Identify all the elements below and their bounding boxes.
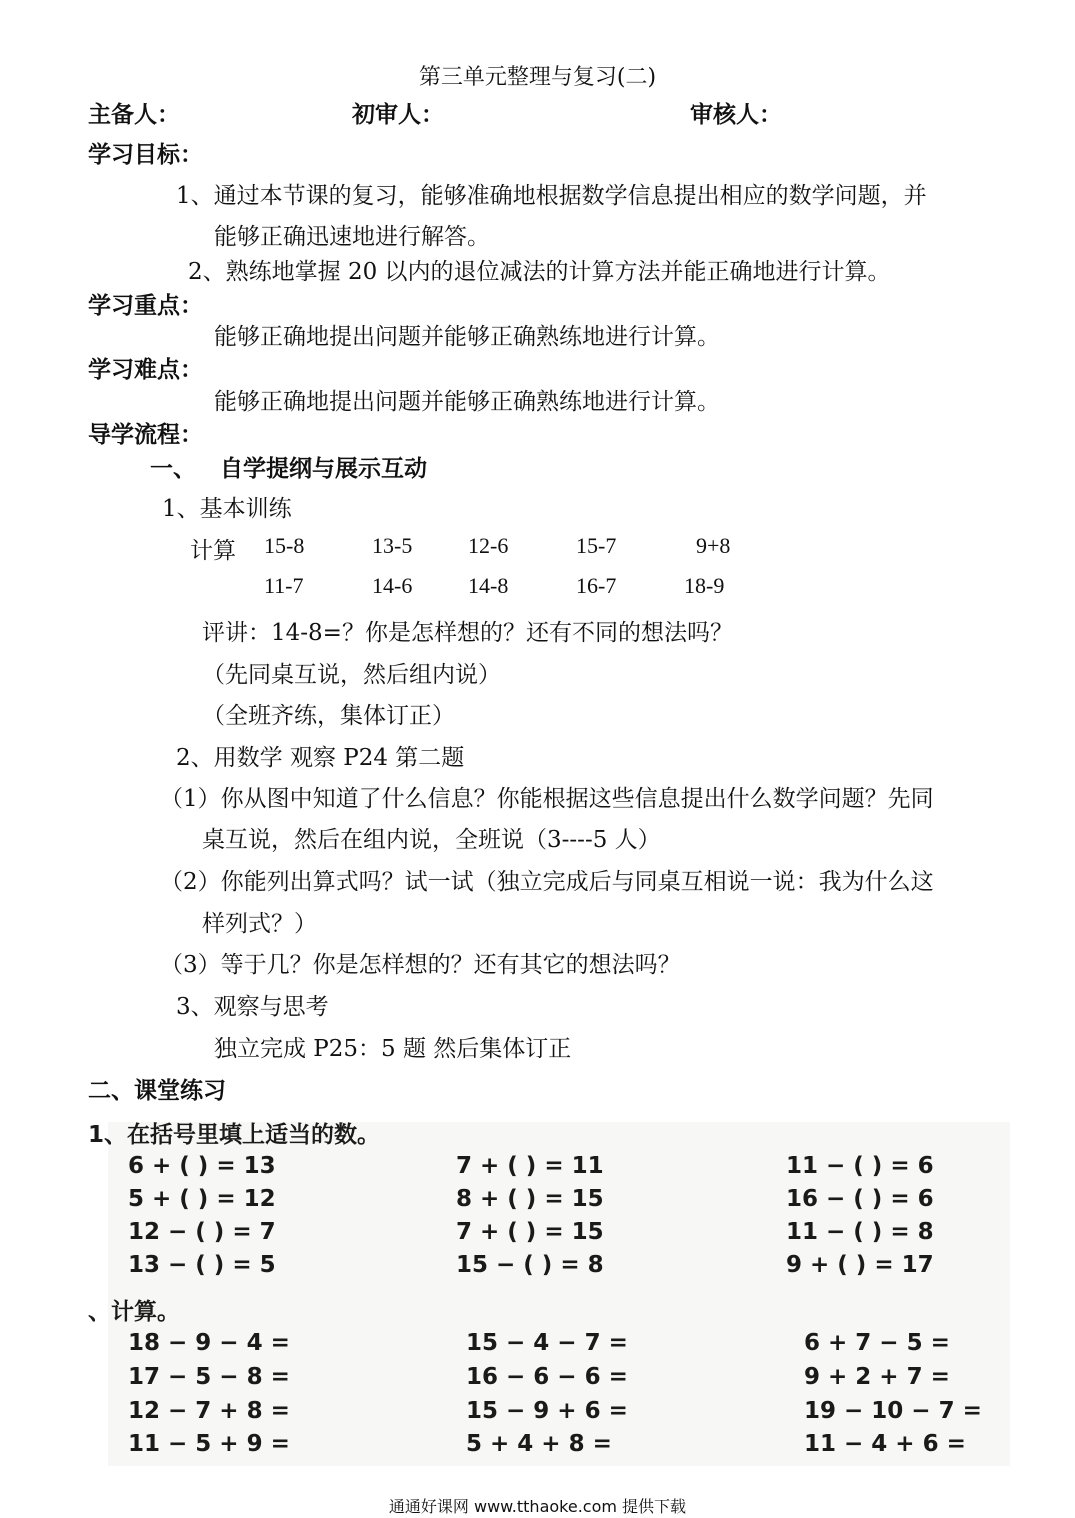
reviewer-label: 审核人： [690, 102, 782, 128]
fill-item: 11 − ( ) = 6 [786, 1153, 934, 1179]
fill-item: 15 − ( ) = 8 [456, 1252, 604, 1278]
exercise-7: 14-6 [372, 573, 413, 598]
fill-item: 16 − ( ) = 6 [786, 1186, 934, 1212]
section-3-title: 3、观察与思考 [176, 994, 329, 1020]
note-2: （全班齐练，集体订正） [202, 703, 455, 729]
question-2-line-1: （2）你能列出算式吗？试一试（独立完成后与同桌互相说一说：我为什么这 [160, 869, 934, 895]
calc-item: 6 + 7 − 5 = [804, 1330, 950, 1356]
calc-item: 11 − 5 + 9 = [128, 1431, 290, 1457]
fill-item: 8 + ( ) = 15 [456, 1186, 604, 1212]
objective-1-line-1: 1、通过本节课的复习，能够准确地根据数学信息提出相应的数学问题，并 [176, 183, 927, 209]
part-1-title: 自学提纲与展示互动 [220, 456, 427, 482]
fill-item: 11 − ( ) = 8 [786, 1219, 934, 1245]
fill-item: 6 + ( ) = 13 [128, 1153, 276, 1179]
practice-heading: 二、课堂练习 [88, 1078, 226, 1104]
question-3: （3）等于几？你是怎样想的？还有其它的想法吗？ [160, 952, 681, 978]
fill-item: 9 + ( ) = 17 [786, 1252, 934, 1278]
first-review-label: 初审人： [352, 102, 444, 128]
calc-item: 18 − 9 − 4 = [128, 1330, 290, 1356]
objective-2: 2、熟练地掌握 20 以内的退位减法的计算方法并能正确地进行计算。 [188, 259, 891, 285]
calc-item: 12 − 7 + 8 = [128, 1398, 290, 1424]
page-title: 第三单元整理与复习(二) [418, 65, 657, 90]
calc-item: 5 + 4 + 8 = [466, 1431, 612, 1457]
section-3-text: 独立完成 P25：5 题 然后集体订正 [214, 1036, 572, 1062]
calc-item: 11 − 4 + 6 = [804, 1431, 966, 1457]
exercise-2: 13-5 [372, 533, 413, 558]
part-1-number: 一、 [150, 456, 196, 482]
fill-item: 12 − ( ) = 7 [128, 1219, 276, 1245]
key-points-text: 能够正确地提出问题并能够正确熟练地进行计算。 [214, 324, 720, 350]
preparer-label: 主备人： [88, 102, 180, 128]
exercise-3: 12-6 [468, 533, 509, 558]
footer-text: 通通好课网 www.tthaoke.com 提供下载 [388, 1497, 687, 1516]
difficulties-heading: 学习难点： [88, 357, 203, 383]
exercise-1: 15-8 [264, 533, 305, 558]
calc-item: 15 − 4 − 7 = [466, 1330, 628, 1356]
question-1-line-1: （1）你从图中知道了什么信息？你能根据这些信息提出什么数学问题？先同 [160, 786, 934, 812]
question-2-line-2: 样列式？） [202, 911, 317, 937]
objectives-heading: 学习目标： [88, 142, 203, 168]
fill-item: 7 + ( ) = 15 [456, 1219, 604, 1245]
exercise-4: 15-7 [576, 533, 617, 558]
exercise-8: 14-8 [468, 573, 509, 598]
process-heading: 导学流程： [88, 422, 203, 448]
exercise-6: 11-7 [264, 573, 304, 598]
key-points-heading: 学习重点： [88, 293, 203, 319]
comment-line: 评讲：14-8=？你是怎样想的？还有不同的想法吗？ [202, 620, 733, 646]
calc-item: 17 − 5 − 8 = [128, 1364, 290, 1390]
calculation-title: 、计算。 [88, 1299, 180, 1325]
calc-item: 15 − 9 + 6 = [466, 1398, 628, 1424]
calc-item: 19 − 10 − 7 = [804, 1398, 982, 1424]
section-1-title: 1、基本训练 [162, 496, 292, 522]
calc-item: 9 + 2 + 7 = [804, 1364, 950, 1390]
exercise-10: 18-9 [684, 573, 725, 598]
fill-item: 5 + ( ) = 12 [128, 1186, 276, 1212]
fill-in-title: 1、在括号里填上适当的数。 [88, 1122, 381, 1148]
exercise-5: 9+8 [696, 533, 731, 558]
calc-label: 计算 [190, 538, 236, 564]
fill-item: 7 + ( ) = 11 [456, 1153, 604, 1179]
difficulties-text: 能够正确地提出问题并能够正确熟练地进行计算。 [214, 389, 720, 415]
objective-1-line-2: 能够正确迅速地进行解答。 [214, 224, 490, 250]
fill-item: 13 − ( ) = 5 [128, 1252, 276, 1278]
question-1-line-2: 桌互说，然后在组内说，全班说（3----5 人） [202, 827, 661, 853]
calc-item: 16 − 6 − 6 = [466, 1364, 628, 1390]
section-2-title: 2、用数学 观察 P24 第二题 [176, 745, 465, 771]
note-1: （先同桌互说，然后组内说） [202, 662, 501, 688]
exercise-9: 16-7 [576, 573, 617, 598]
